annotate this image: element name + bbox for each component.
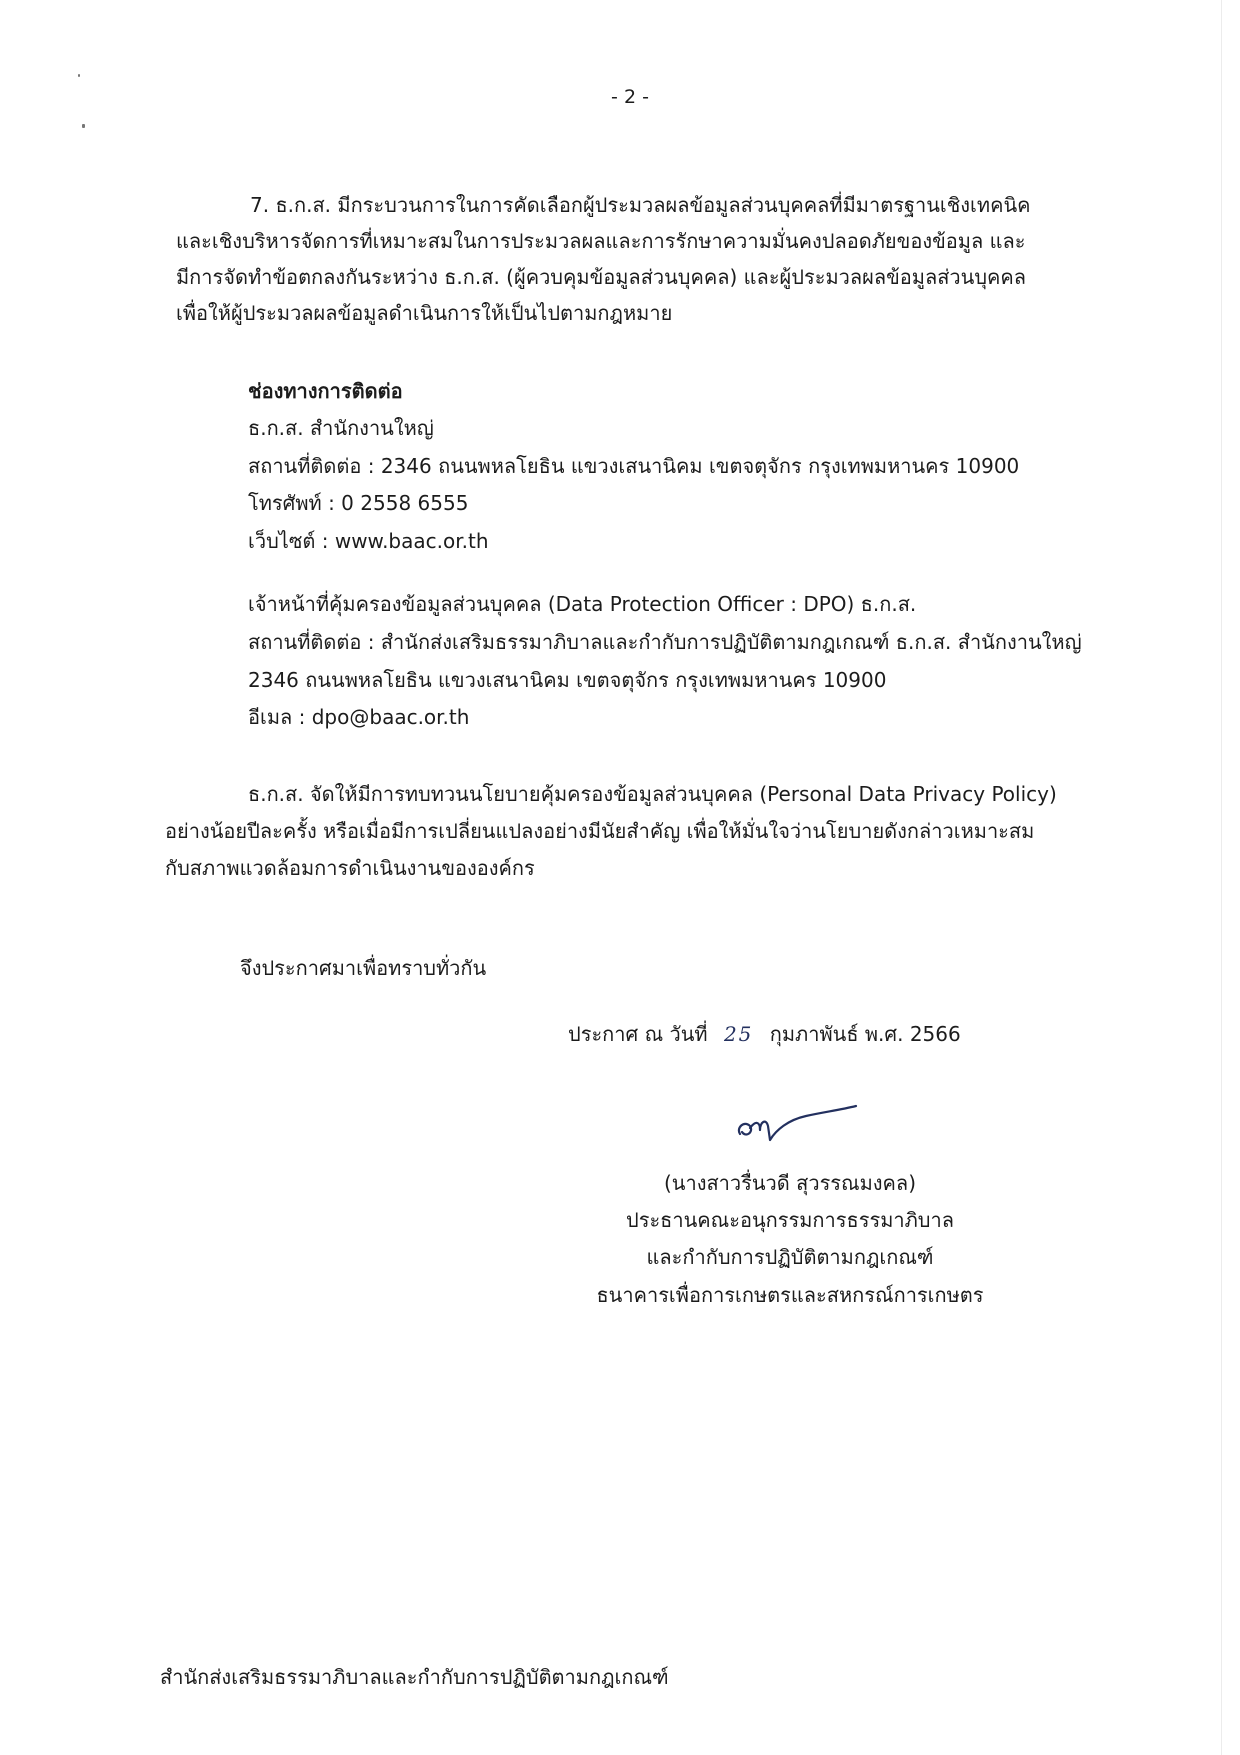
signatory-organization: ธนาคารเพื่อการเกษตรและสหกรณ์การเกษตร (596, 1283, 984, 1307)
dpo-address-street: 2346 ถนนพหลโยธิน แขวงเสนานิคม เขตจตุจักร กรุงเทพมหานคร 10900 (248, 668, 887, 692)
head-office-website: เว็บไซต์ : www.baac.or.th (248, 529, 489, 553)
date-prefix: ประกาศ ณ วันที่ (568, 1022, 708, 1046)
date-suffix: กุมภาพันธ์ พ.ศ. 2566 (769, 1022, 961, 1046)
footer-department: สำนักส่งเสริมธรรมาภิบาลและกำกับการปฏิบัติตามกฎเกณฑ์ (160, 1665, 669, 1689)
item7-line: มีการจัดทำข้อตกลงกันระหว่าง ธ.ก.ส. (ผู้ควบคุมข้อมูลส่วนบุคคล) และผู้ประมวลผลข้อมูลส่วนบุคคล (176, 265, 1027, 289)
announcement-line: จึงประกาศมาเพื่อทราบทั่วกัน (240, 956, 487, 980)
dpo-title: เจ้าหน้าที่คุ้มครองข้อมูลส่วนบุคคล (Data Protection Officer : DPO) ธ.ก.ส. (248, 592, 917, 616)
page-number: - 2 - (611, 86, 649, 108)
head-office-name: ธ.ก.ส. สำนักงานใหญ่ (248, 416, 434, 440)
signatory-title: และกำกับการปฏิบัติตามกฎเกณฑ์ (646, 1245, 934, 1269)
head-office-address: สถานที่ติดต่อ : 2346 ถนนพหลโยธิน แขวงเสนานิคม เขตจตุจักร กรุงเทพมหานคร 10900 (248, 454, 1020, 478)
signatory-title: ประธานคณะอนุกรรมการธรรมาภิบาล (626, 1208, 954, 1232)
review-line: อย่างน้อยปีละครั้ง หรือเมื่อมีการเปลี่ยนแปลงอย่างมีนัยสำคัญ เพื่อให้มั่นใจว่านโยบายดังกล่าวเหมาะสม (165, 819, 1035, 843)
dpo-email: อีเมล : dpo@baac.or.th (248, 705, 470, 729)
item7-line: 7. ธ.ก.ส. มีกระบวนการในการคัดเลือกผู้ประมวลผลข้อมูลส่วนบุคคลที่มีมาตรฐานเชิงเทคนิค (250, 193, 1031, 217)
review-line: ธ.ก.ส. จัดให้มีการทบทวนนโยบายคุ้มครองข้อมูลส่วนบุคคล (Personal Data Privacy Policy) (248, 782, 1057, 806)
scan-speck (82, 124, 85, 128)
announcement-date (568, 1019, 961, 1049)
page-edge-line (1221, 0, 1222, 1755)
head-office-phone: โทรศัพท์ : 0 2558 6555 (248, 491, 469, 515)
item7-line: เพื่อให้ผู้ประมวลผลข้อมูลดำเนินการให้เป็นไปตามกฎหมาย (176, 301, 673, 325)
date-day: 25 (723, 1022, 754, 1046)
scan-speck (78, 74, 80, 77)
signatory-name: (นางสาวรื่นวดี สุวรรณมงคล) (664, 1171, 916, 1195)
item7-line: และเชิงบริหารจัดการที่เหมาะสมในการประมวลผลและการรักษาความมั่นคงปลอดภัยของข้อมูล และ (176, 229, 1026, 253)
dpo-address: สถานที่ติดต่อ : สำนักส่งเสริมธรรมาภิบาลและกำกับการปฏิบัติตามกฎเกณฑ์ ธ.ก.ส. สำนักงานใหญ่ (248, 630, 1082, 654)
handwritten-signature (732, 1100, 862, 1150)
contact-heading: ช่องทางการติดต่อ (248, 379, 403, 403)
review-line: กับสภาพแวดล้อมการดำเนินงานขององค์กร (165, 856, 535, 880)
